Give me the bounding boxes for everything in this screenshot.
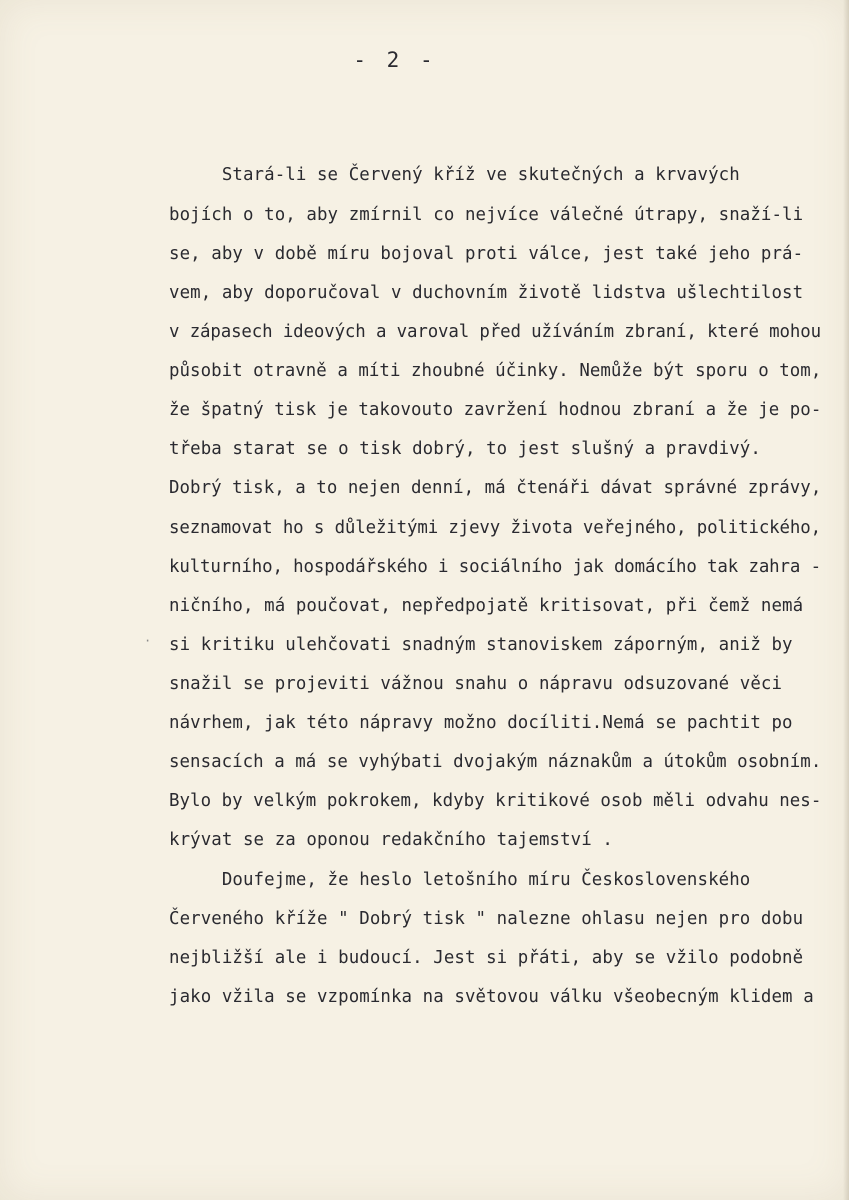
text-line: Dobrý tisk, a to nejen denní, má čtenáři dávat správné zprávy, <box>169 478 822 498</box>
text-line: ničního, má poučovat, nepředpojatě kritisovat, při čemž nemá <box>169 596 804 616</box>
text-line: působit otravně a míti zhoubné účinky. Nemůže být sporu o tom, <box>169 361 822 381</box>
text-line: jako vžila se vzpomínka na světovou válku všeobecným klidem a <box>169 987 814 1007</box>
text-line: vem, aby doporučoval v duchovním životě lidstva ušlechtilost <box>169 283 804 303</box>
text-line: třeba starat se o tisk dobrý, to jest slušný a pravdivý. <box>169 439 761 459</box>
text-line: Stará-li se Červený kříž ve skutečných a krvavých <box>169 165 740 185</box>
text-line: se, aby v době míru bojoval proti válce, jest také jeho prá- <box>169 244 804 264</box>
page-number: - 2 - <box>353 48 437 72</box>
text-line: si kritiku ulehčovati snadným stanoviskem záporným, aniž by <box>169 635 793 655</box>
text-line: v zápasech ideových a varoval před užíváním zbraní, které mohou <box>169 322 821 342</box>
text-line: Červeného kříže " Dobrý tisk " nalezne ohlasu nejen pro dobu <box>169 909 804 929</box>
text-line: že špatný tisk je takovouto zavržení hodnou zbraní a že je po- <box>169 400 822 420</box>
text-line: krývat se za oponou redakčního tajemství . <box>169 830 613 850</box>
margin-mark: · <box>144 634 152 648</box>
text-line: Doufejme, že heslo letošního míru Československého <box>169 870 751 890</box>
text-line: nejbližší ale i budoucí. Jest si přáti, aby se vžilo podobně <box>169 948 804 968</box>
text-line: kulturního, hospodářského i sociálního jak domácího tak zahra - <box>169 557 821 577</box>
text-line: sensacích a má se vyhýbati dvojakým náznakům a útokům osobním. <box>169 752 822 772</box>
text-line: seznamovat ho s důležitými zjevy života veřejného, politického, <box>169 518 821 538</box>
text-line: snažil se projeviti vážnou snahu o nápravu odsuzované věci <box>169 674 783 694</box>
page-edge-shade <box>843 0 849 1200</box>
text-line: Bylo by velkým pokrokem, kdyby kritikové osob měli odvahu nes- <box>169 791 822 811</box>
text-line: návrhem, jak této nápravy možno docíliti.Nemá se pachtit po <box>169 713 793 733</box>
text-line: bojích o to, aby zmírnil co nejvíce válečné útrapy, snaží-li <box>169 205 804 225</box>
